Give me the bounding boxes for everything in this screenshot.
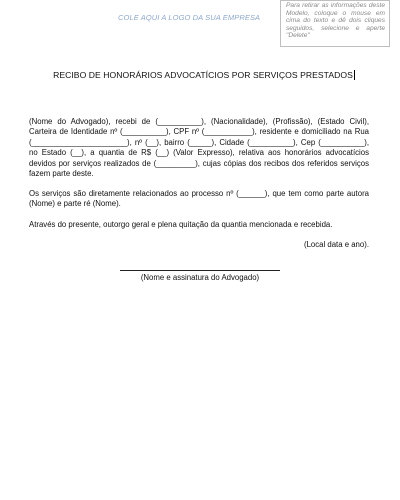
signature-label[interactable]: (Nome e assinatura do Advogado) — [140, 273, 260, 282]
local-date-line[interactable]: (Local data e ano). — [303, 240, 369, 249]
text-cursor — [354, 70, 355, 80]
paragraph-discharge[interactable]: Através do presente, outorgo geral e plena quitação da quantia mencionada e recebida. — [29, 220, 333, 229]
instruction-note-box[interactable]: Para retirar as informações deste Modelo, coloque o mouse em cima do texto e dê dois cliques seguidos, selecione e aperte "Delete" — [280, 0, 390, 47]
company-logo-placeholder[interactable]: COLE AQUI A LOGO DA SUA EMPRESA — [118, 13, 261, 22]
paragraph-process-reference[interactable]: Os serviços são diretamente relacionados ao processo nº (______), que tem como parte autora (Nome) e parte ré (Nome). — [29, 189, 369, 209]
signature-line — [120, 270, 280, 271]
paragraph-receipt-details[interactable]: (Nome do Advogado), recebi de (__________), (Nacionalidade), (Profissão), (Estado Civil), Carteira de Identidade nº (__________), CPF nº (___________), residente e domiciliado na Rua (______________________), nº (__), bairro (_____), Cidade (__________), Cep (__________), no Estado (__), a quantia de R$ (__) (Valor Expresso), relativa aos honorários advocatícios devidos por serviços realizados de (_________), cujas cópias dos recibos dos referidos serviços fazem parte deste. — [29, 117, 369, 179]
document-title-row — [0, 70, 400, 80]
document-title[interactable]: RECIBO DE HONORÁRIOS ADVOCATÍCIOS POR SERVIÇOS PRESTADOS — [53, 70, 353, 80]
